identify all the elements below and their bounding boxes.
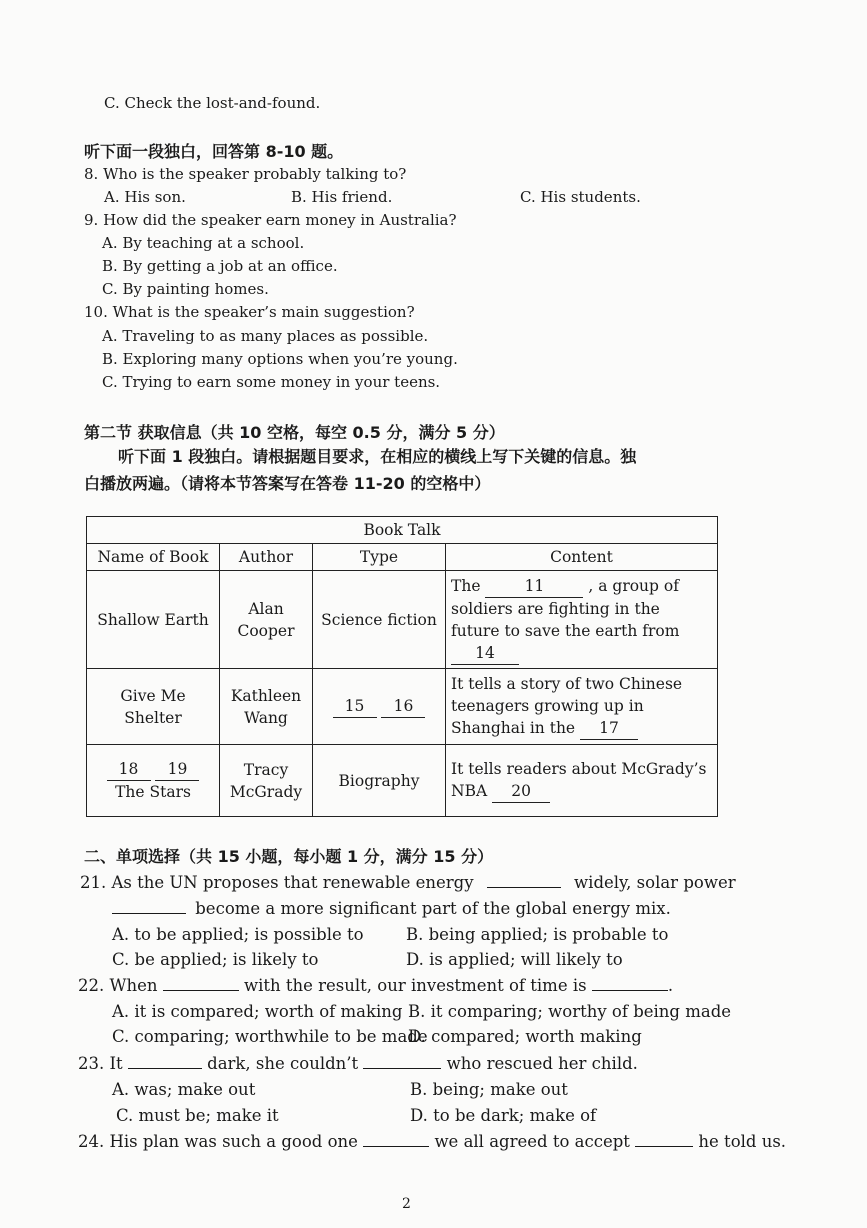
book-name: Give Me Shelter — [87, 669, 220, 745]
book-content: It tells readers about McGrady’s NBA 20 — [446, 745, 718, 817]
q23-option-a: A. was; make out — [112, 1080, 256, 1099]
q22-option-c: C. comparing; worthwhile to be made — [112, 1027, 428, 1046]
q8-option-b: B. His friend. — [291, 188, 393, 206]
q21-option-c: C. be applied; is likely to — [112, 950, 319, 969]
blank — [112, 898, 186, 914]
blank — [363, 1053, 441, 1069]
header-content: Content — [446, 544, 718, 571]
q21-option-a: A. to be applied; is possible to — [112, 925, 364, 944]
blank — [487, 872, 561, 888]
book-type: Biography — [313, 745, 446, 817]
section2-instruction-1: 听下面 1 段独白。请根据题目要求，在相应的横线上写下关键的信息。独 — [118, 447, 637, 466]
q22-option-b: B. it comparing; worthy of being made — [408, 1002, 732, 1021]
q7-option-c: C. Check the lost-and-found. — [104, 94, 321, 112]
q21-line-2: become a more significant part of the global energy mix. — [112, 897, 671, 921]
q8-stem: 8. Who is the speaker probably talking to? — [84, 165, 407, 183]
q10-option-a: A. Traveling to as many places as possible. — [102, 327, 429, 345]
book-name: 18 19 The Stars — [87, 745, 220, 817]
q21-option-b: B. being applied; is probable to — [406, 925, 669, 944]
section2-title: 第二节 获取信息（共 10 空格，每空 0.5 分，满分 5 分） — [84, 423, 505, 442]
q23-option-d: D. to be dark; make of — [410, 1106, 597, 1125]
q8-option-c: C. His students. — [520, 188, 641, 206]
q10-stem: 10. What is the speaker’s main suggestion? — [84, 303, 415, 321]
header-name-of-book: Name of Book — [87, 544, 220, 571]
q23-option-b: B. being; make out — [410, 1080, 568, 1099]
book-content: It tells a story of two Chinese teenagers growing up in Shanghai in the 17 — [446, 669, 718, 745]
q22-option-a: A. it is compared; worth of making — [112, 1002, 403, 1021]
blank-17: 17 — [580, 717, 638, 740]
q21-option-d: D. is applied; will likely to — [406, 950, 623, 969]
book-talk-table — [86, 516, 718, 817]
q10-option-c: C. Trying to earn some money in your teens. — [102, 373, 441, 391]
table-title: Book Talk — [87, 517, 718, 544]
book-author: Kathleen Wang — [220, 669, 313, 745]
q9-option-b: B. By getting a job at an office. — [102, 257, 338, 275]
q23-line-1: 23. It dark, she couldn’t who rescued her child. — [78, 1054, 638, 1073]
blank — [363, 1131, 429, 1147]
header-author: Author — [220, 544, 313, 571]
blank-18: 18 — [107, 758, 151, 781]
blank-15: 15 — [333, 695, 377, 718]
table-row — [87, 571, 718, 669]
blank-19: 19 — [155, 758, 199, 781]
q8-option-a: A. His son. — [104, 188, 186, 206]
q24-line-1: 24. His plan was such a good one we all agreed to accept he told us. — [78, 1132, 787, 1151]
q21-line-1: 21. As the UN proposes that renewable energy widely, solar power — [80, 873, 736, 892]
book-name: Shallow Earth — [87, 571, 220, 669]
book-author: Tracy McGrady — [220, 745, 313, 817]
table-row — [87, 669, 718, 745]
blank — [163, 975, 239, 991]
blank-20: 20 — [492, 780, 550, 803]
q22-option-d: D. compared; worth making — [408, 1027, 642, 1046]
blank — [128, 1053, 202, 1069]
q9-stem: 9. How did the speaker earn money in Australia? — [84, 211, 457, 229]
q23-option-c: C. must be; make it — [116, 1106, 279, 1125]
blank-16: 16 — [381, 695, 425, 718]
section2-instruction-2: 白播放两遍。（请将本节答案写在答卷 11-20 的空格中） — [84, 474, 491, 493]
blank — [635, 1131, 693, 1147]
listening-intro: 听下面一段独白，回答第 8-10 题。 — [84, 142, 344, 161]
book-type — [313, 669, 446, 745]
blank — [592, 975, 668, 991]
page-number: 2 — [402, 1196, 411, 1212]
part2-title: 二、单项选择（共 15 小题，每小题 1 分，满分 15 分） — [84, 847, 494, 866]
blank-11: 11 — [485, 575, 583, 598]
book-content: The 11 , a group of soldiers are fighting in the future to save the earth from 14 — [446, 571, 718, 669]
header-type: Type — [313, 544, 446, 571]
q10-option-b: B. Exploring many options when you’re young. — [102, 350, 458, 368]
blank-14: 14 — [451, 642, 519, 665]
q9-option-a: A. By teaching at a school. — [102, 234, 305, 252]
book-type: Science fiction — [313, 571, 446, 669]
q22-line-1: 22. When with the result, our investment of time is . — [78, 976, 674, 995]
book-author: Alan Cooper — [220, 571, 313, 669]
table-row — [87, 745, 718, 817]
q9-option-c: C. By painting homes. — [102, 280, 269, 298]
